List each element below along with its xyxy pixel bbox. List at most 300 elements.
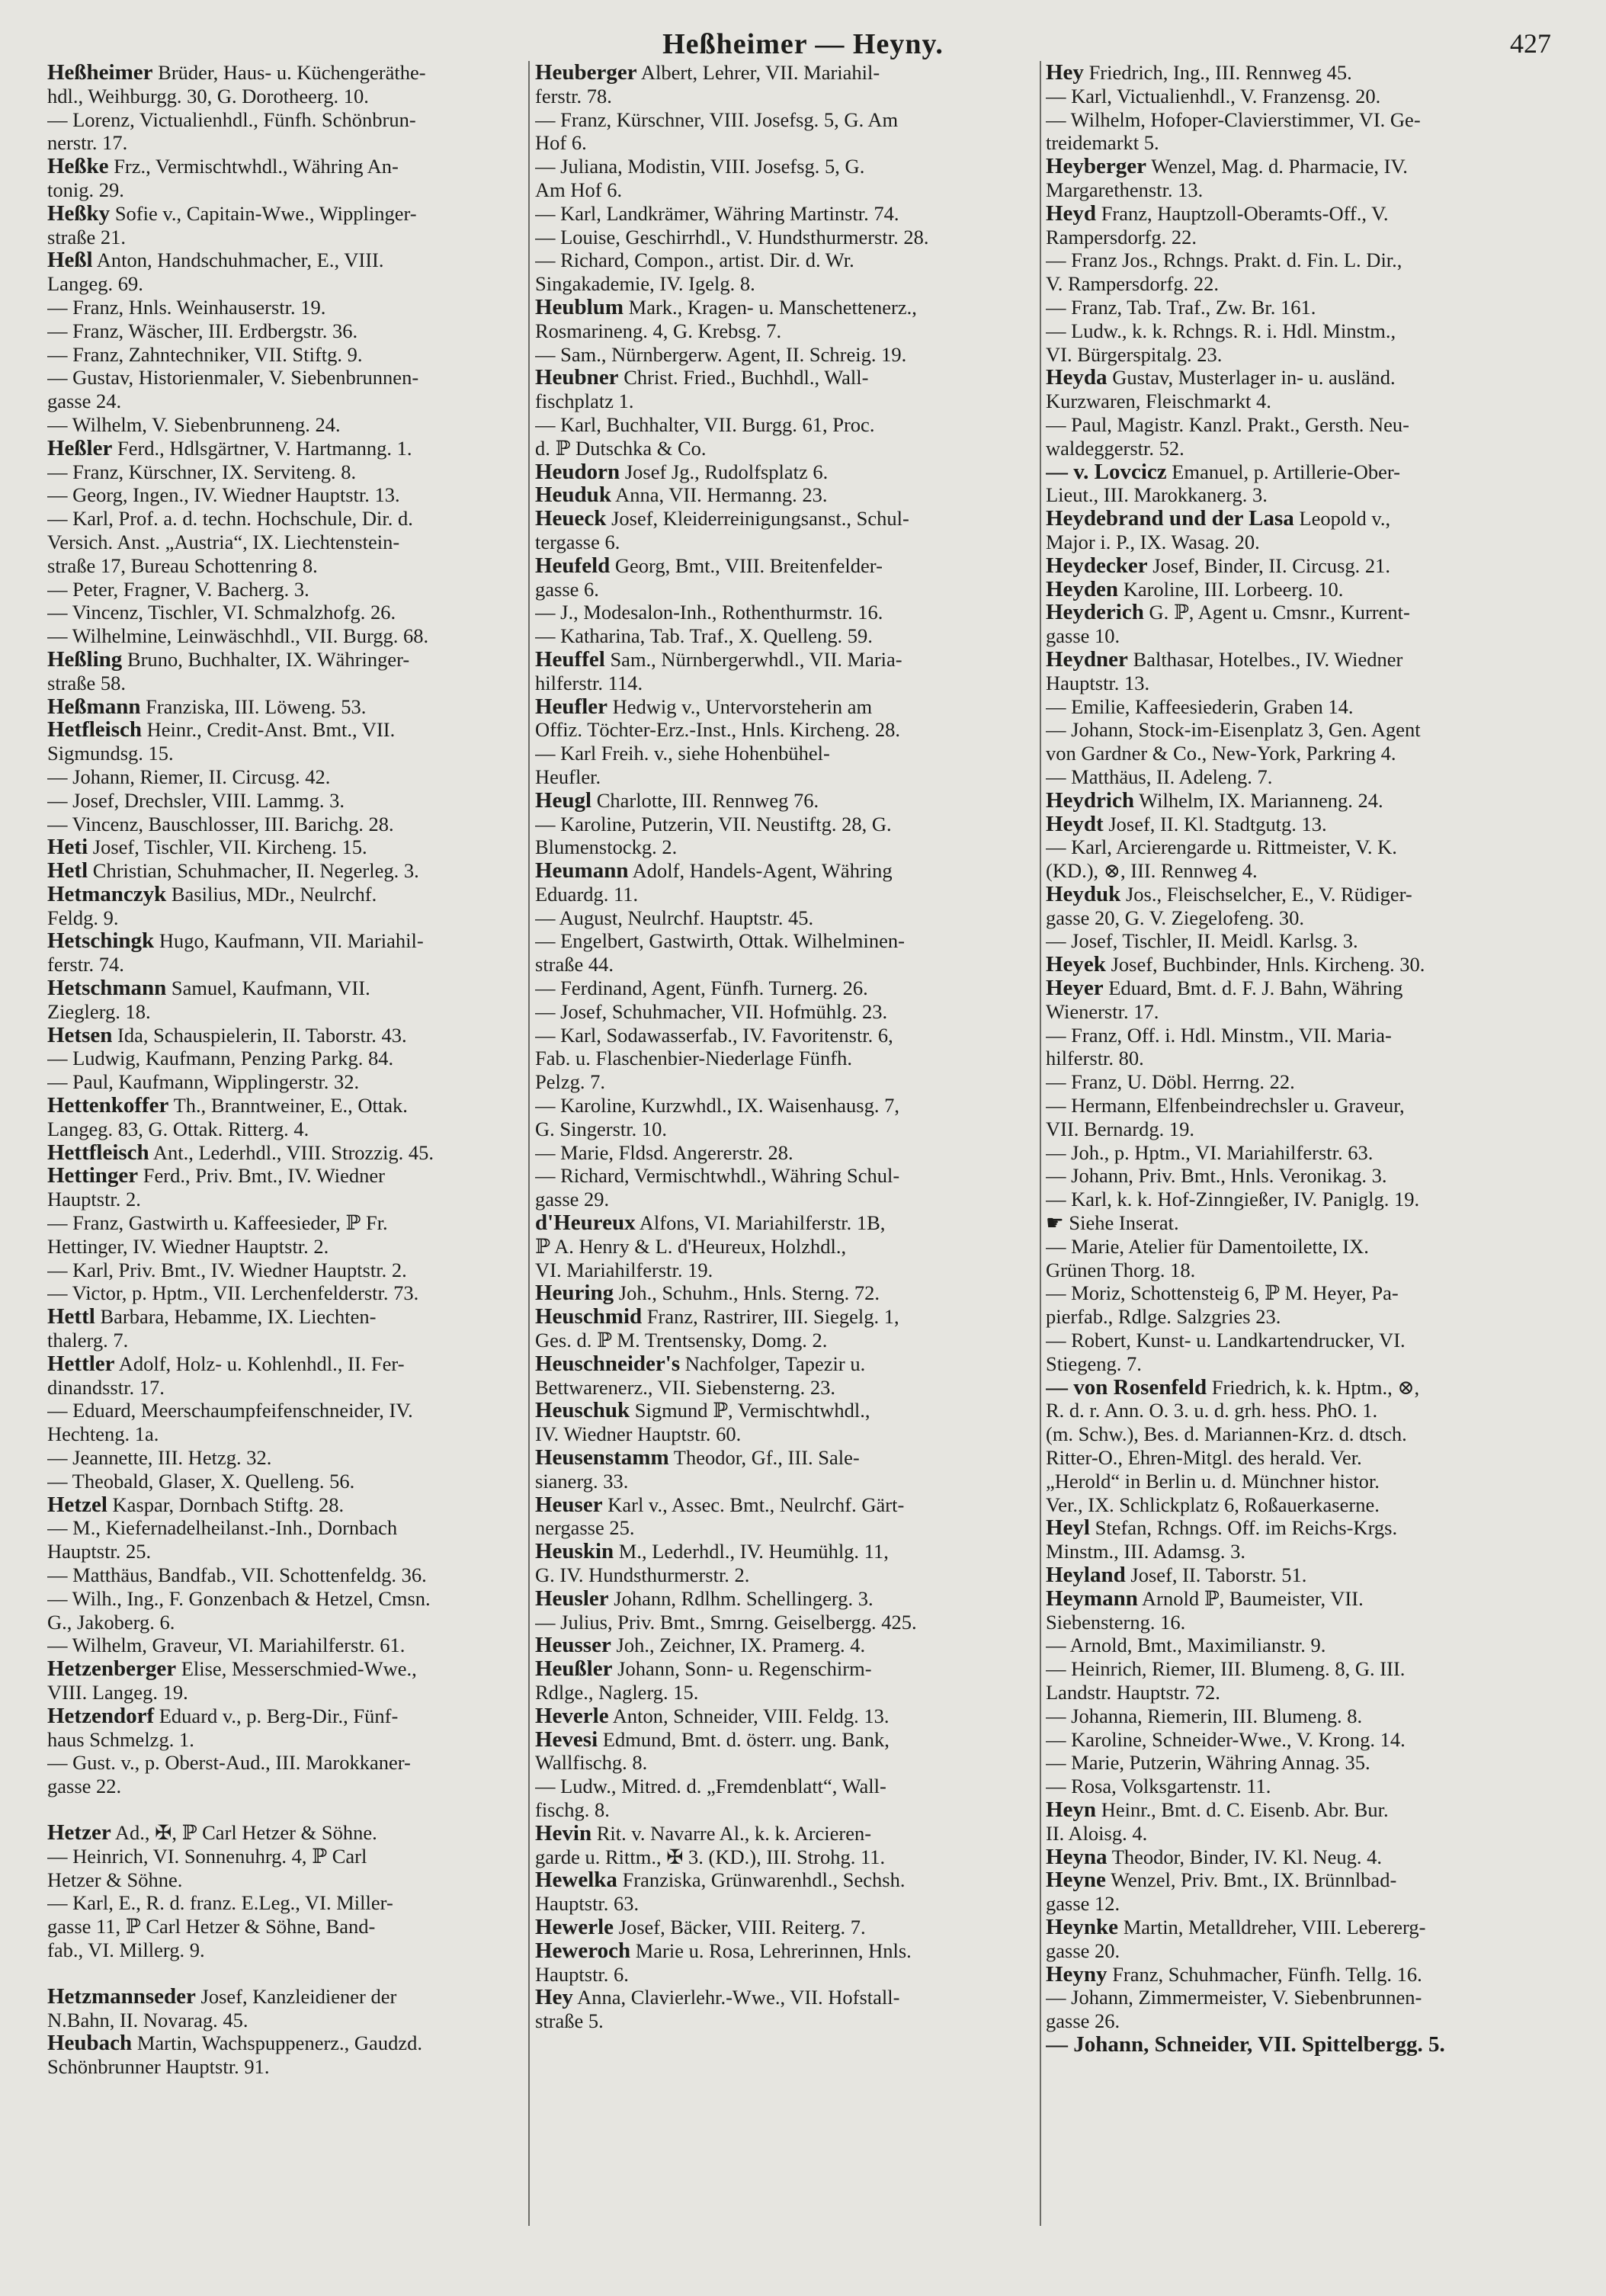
entry-surname: Heußler — [535, 1657, 613, 1681]
entry-text: — Franz, Kürschner, IX. Serviteng. 8. — [47, 460, 357, 483]
directory-entry-line — [535, 272, 1035, 296]
directory-entry-line — [1046, 483, 1555, 507]
entry-text: Ges. d. ℙ M. Trentsensky, Domg. 2. — [535, 1329, 828, 1352]
directory-entry-line — [47, 178, 524, 202]
directory-entry-line — [1046, 1446, 1555, 1470]
directory-entry-line — [535, 1470, 1035, 1493]
entry-text: Hof 6. — [535, 131, 587, 155]
directory-entry-line — [47, 296, 524, 319]
directory-entry-start — [535, 1728, 1035, 1752]
entry-text: — Juliana, Modistin, VIII. Josefsg. 5, G. — [535, 155, 865, 178]
entry-text: Sigmund ℙ, Vermischtwhdl., — [630, 1399, 870, 1422]
entry-text: — Franz, Kürschner, VIII. Josefsg. 5, G. Am — [535, 107, 899, 131]
directory-entry-start — [1046, 1798, 1555, 1822]
entry-text: — Joh., p. Hptm., VI. Mariahilferstr. 63. — [1046, 1140, 1374, 1164]
entry-text: Josef, Binder, II. Circusg. 21. — [1147, 553, 1391, 577]
entry-surname: Heubner — [535, 366, 619, 390]
entry-text: — Franz, U. Döbl. Herrng. 22. — [1046, 1070, 1295, 1094]
entry-text: — Karl, Landkrämer, Währing Martinstr. 74. — [535, 201, 899, 225]
entry-text: — Hermann, Elfenbeindrechsler u. Graveur, — [1046, 1094, 1405, 1118]
entry-text: ferstr. 78. — [535, 84, 612, 107]
directory-entry-line — [1046, 178, 1555, 202]
directory-entry-line — [535, 226, 1035, 249]
entry-surname: Heyda — [1046, 366, 1108, 390]
entry-text: Kurzwaren, Fleischmarkt 4. — [1046, 390, 1271, 413]
entry-text: von Gardner & Co., New-York, Parkring 4. — [1046, 742, 1396, 765]
entry-text: Ferd., Priv. Bmt., IV. Wiedner — [138, 1164, 385, 1188]
directory-entry-line — [535, 131, 1035, 155]
entry-text: — Rosa, Volksgartenstr. 11. — [1046, 1775, 1271, 1798]
entry-text: Theodor, Binder, IV. Kl. Neug. 4. — [1107, 1845, 1383, 1868]
entry-text: Christian, Schuhmacher, II. Negerleg. 3. — [88, 859, 419, 883]
entry-surname: Heuschuk — [535, 1399, 630, 1423]
directory-entry-line — [47, 1446, 524, 1470]
entry-text: — Eduard, Meerschaumpfeifenschneider, IV. — [47, 1399, 413, 1422]
directory-entry-line — [535, 390, 1035, 413]
entry-text: Rit. v. Navarre Al., k. k. Arcieren- — [591, 1821, 872, 1845]
entry-text: — Gust. v., p. Oberst-Aud., III. Marokkaner- — [47, 1751, 411, 1775]
entry-text: Ad., ✠, ℙ Carl Hetzer & Söhne. — [111, 1820, 377, 1844]
entry-text: Barbara, Hebamme, IX. Liechten- — [95, 1305, 377, 1329]
directory-entry-start — [535, 1868, 1035, 1892]
entry-surname: Heudorn — [535, 460, 620, 484]
directory-entry-start — [47, 1985, 524, 2009]
directory-entry-line — [47, 742, 524, 765]
directory-entry-start — [535, 859, 1035, 883]
entry-text: — Franz, Wäscher, III. Erdbergstr. 36. — [47, 319, 358, 342]
directory-entry-start — [535, 1493, 1035, 1517]
entry-text: — Johann, Stock-im-Eisenplatz 3, Gen. Agent — [1046, 718, 1421, 742]
entry-text: Blumenstockg. 2. — [535, 835, 678, 859]
entry-text: G. ℙ, Agent u. Cmsnr., Kurrent- — [1143, 601, 1410, 624]
directory-entry-line — [47, 765, 524, 789]
entry-text: — Katharina, Tab. Traf., X. Quelleng. 59. — [535, 624, 873, 648]
directory-entry-line — [1046, 390, 1555, 413]
directory-entry-line — [47, 1281, 524, 1305]
entry-text: (m. Schw.), Bes. d. Mariannen-Krz. d. dtsch. — [1046, 1422, 1407, 1446]
directory-entry-line — [535, 178, 1035, 202]
directory-entry-line — [1046, 249, 1555, 272]
entry-text: fischplatz 1. — [535, 390, 634, 413]
entry-text: — Engelbert, Gastwirth, Ottak. Wilhelminen- — [535, 929, 905, 953]
entry-surname: Heyd — [1046, 201, 1097, 226]
entry-text: II. Aloisg. 4. — [1046, 1821, 1148, 1845]
entry-text: Franz, Rastrirer, III. Siegelg. 1, — [642, 1305, 899, 1329]
directory-entry-line — [535, 1070, 1035, 1094]
directory-entry-line — [535, 929, 1035, 953]
entry-surname: Heusenstamm — [535, 1446, 669, 1470]
directory-column-1 — [47, 61, 524, 2079]
entry-surname: Hey — [1046, 61, 1084, 85]
directory-entry-start — [535, 1939, 1035, 1963]
entry-text: Margarethenstr. 13. — [1046, 178, 1204, 201]
entry-text: Wilhelm, IX. Marianneng. 24. — [1134, 788, 1383, 812]
entry-text: Josef, Bäcker, VIII. Reiterg. 7. — [614, 1915, 866, 1938]
entry-text: Georg, Bmt., VIII. Breitenfelder- — [610, 553, 883, 577]
entry-surname: Heßke — [47, 155, 109, 178]
entry-text: Singakademie, IV. Igelg. 8. — [535, 272, 755, 296]
entry-text: tergasse 6. — [535, 530, 620, 553]
directory-entry-start — [535, 296, 1035, 319]
directory-entry-line — [1046, 226, 1555, 249]
entry-text: Marie u. Rosa, Lehrerinnen, Hnls. — [630, 1938, 912, 1962]
entry-surname: Heyn — [1046, 1797, 1097, 1822]
page-header — [0, 27, 1606, 66]
directory-entry-line — [47, 1728, 524, 1752]
entry-text: waldeggerstr. 52. — [1046, 436, 1184, 460]
entry-text: Leopold v., — [1293, 507, 1391, 531]
entry-text: Schönbrunner Hauptstr. 91. — [47, 2055, 270, 2079]
entry-text: Josef, Tischler, VII. Kircheng. 15. — [88, 835, 367, 859]
entry-text: Eduard v., p. Berg-Dir., Fünf- — [154, 1704, 399, 1727]
directory-entry-start — [47, 1141, 524, 1165]
entry-text: Arnold ℙ, Baumeister, VII. — [1137, 1586, 1364, 1610]
entry-text: Sigmundsg. 15. — [47, 742, 174, 765]
entry-surname: Heßler — [47, 436, 113, 460]
directory-entry-line — [535, 85, 1035, 108]
directory-entry-line — [535, 1775, 1035, 1798]
entry-text: Sofie v., Capitain-Wwe., Wipplinger- — [110, 201, 417, 225]
directory-column-2 — [535, 61, 1035, 2033]
entry-text: Fab. u. Flaschenbier-Niederlage Fünfh. — [535, 1047, 852, 1070]
entry-text: — Franz Jos., Rchngs. Prakt. d. Fin. L. Dir., — [1046, 249, 1402, 272]
entry-surname: Heyduk — [1046, 882, 1121, 906]
directory-entry-line — [1046, 1164, 1555, 1188]
directory-entry-line — [1046, 906, 1555, 930]
directory-entry-line — [1046, 1704, 1555, 1728]
entry-text: Theodor, Gf., III. Sale- — [668, 1446, 860, 1470]
directory-entry-start — [47, 1305, 524, 1329]
directory-entry-line — [47, 624, 524, 648]
directory-entry-line — [1046, 1141, 1555, 1165]
entry-text: gasse 26. — [1046, 2009, 1120, 2033]
entry-text: G. IV. Hundsthurmerstr. 2. — [535, 1563, 750, 1586]
entry-text: Siebensterng. 16. — [1046, 1610, 1186, 1634]
entry-text: Josef, II. Taborstr. 51. — [1125, 1563, 1307, 1586]
entry-text: gasse 11, ℙ Carl Hetzer & Söhne, Band- — [47, 1915, 376, 1938]
directory-entry-start — [535, 1587, 1035, 1611]
directory-entry-start — [1046, 155, 1555, 178]
entry-text: hilferstr. 114. — [535, 671, 643, 694]
directory-entry-line — [47, 531, 524, 554]
entry-text: Ferd., Hdlsgärtner, V. Hartmanng. 1. — [112, 436, 412, 460]
entry-text: Hechteng. 1a. — [47, 1422, 159, 1446]
entry-text: Bettwarenerz., VII. Siebensterng. 23. — [535, 1375, 835, 1399]
entry-text: Stiegeng. 7. — [1046, 1352, 1142, 1375]
entry-text: ferstr. 74. — [47, 953, 124, 976]
entry-text: — Wilhelm, Hofoper-Clavierstimmer, VI. Ge- — [1046, 107, 1421, 131]
directory-entry-line — [535, 2009, 1035, 2033]
entry-text: Eduard, Bmt. d. F. J. Bahn, Währing — [1103, 976, 1403, 1000]
entry-text: Wenzel, Mag. d. Pharmacie, IV. — [1146, 155, 1408, 178]
entry-text: — Josef, Drechsler, VIII. Lammg. 3. — [47, 788, 345, 812]
directory-entry-start — [47, 859, 524, 883]
directory-entry-line — [47, 226, 524, 249]
entry-text: ☛ Siehe Inserat. — [1046, 1211, 1179, 1235]
entry-text: Heufler. — [535, 765, 601, 788]
entry-surname: Heßl — [47, 249, 93, 273]
entry-text: — Ludw., Mitred. d. „Fremdenblatt“, Wall- — [535, 1775, 886, 1798]
entry-text: Johann, Sonn- u. Regenschirm- — [612, 1657, 872, 1681]
directory-entry-line — [47, 131, 524, 155]
entry-text: Franziska, Grünwarenhdl., Sechsh. — [617, 1868, 906, 1892]
directory-entry-line — [1046, 718, 1555, 742]
entry-text: Ant., Lederhdl., VIII. Strozzig. 45. — [149, 1140, 434, 1164]
entry-surname: Heydrich — [1046, 788, 1134, 813]
entry-text: Heinr., Bmt. d. C. Eisenb. Abr. Bur. — [1096, 1797, 1389, 1821]
entry-text: — Johann, Priv. Bmt., Hnls. Veronikag. 3. — [1046, 1164, 1387, 1188]
entry-text: — Wilh., Ing., F. Gonzenbach & Hetzel, Cmsn. — [47, 1586, 431, 1610]
entry-text: Hedwig v., Untervorsteherin am — [607, 694, 873, 718]
entry-text: VIII. Langeg. 19. — [47, 1680, 188, 1704]
entry-surname: d'Heureux — [535, 1211, 636, 1235]
directory-entry-start — [47, 718, 524, 742]
directory-entry-line — [535, 835, 1035, 859]
entry-surname: Heßling — [47, 647, 123, 672]
entry-text: Frz., Vermischtwhdl., Währing An- — [108, 155, 399, 178]
entry-text: — August, Neulrchf. Hauptstr. 45. — [535, 906, 814, 929]
entry-text: Rdlge., Naglerg. 15. — [535, 1680, 699, 1704]
directory-entry-line — [47, 366, 524, 390]
directory-entry-start — [47, 2031, 524, 2055]
directory-entry-line — [1046, 531, 1555, 554]
entry-surname: — v. Lovcicz — [1046, 460, 1167, 484]
directory-entry-line — [47, 1845, 524, 1868]
entry-surname: Heti — [47, 835, 88, 860]
directory-entry-line — [47, 108, 524, 132]
entry-surname: Hettl — [47, 1305, 95, 1329]
directory-entry-line — [1046, 1493, 1555, 1517]
directory-entry-line — [535, 765, 1035, 789]
directory-entry-start — [47, 929, 524, 953]
directory-entry-line — [1046, 1070, 1555, 1094]
entry-text: Sam., Nürnbergerwhdl., VII. Maria- — [604, 647, 902, 671]
directory-entry-start — [1046, 953, 1555, 976]
entry-text: haus Schmelzg. 1. — [47, 1727, 194, 1751]
entry-text: — M., Kiefernadelheilanst.-Inh., Dornbach — [47, 1516, 398, 1540]
directory-entry-line — [1046, 2009, 1555, 2033]
entry-surname: Hetsen — [47, 1023, 113, 1047]
directory-entry-line — [1046, 1540, 1555, 1563]
directory-entry-start — [535, 1446, 1035, 1470]
directory-entry-line — [1046, 624, 1555, 648]
entry-text: — Karl, Arcierengarde u. Rittmeister, V. K. — [1046, 835, 1397, 859]
directory-entry-start — [1046, 202, 1555, 226]
directory-entry-line — [47, 1681, 524, 1704]
directory-entry-start — [1046, 1916, 1555, 1939]
entry-text: nerstr. 17. — [47, 131, 128, 155]
entry-text: — Peter, Fragner, V. Bacherg. 3. — [47, 577, 309, 601]
entry-surname: Hetl — [47, 859, 88, 883]
directory-entry-line — [47, 1376, 524, 1400]
entry-surname: Heuschneider's — [535, 1352, 681, 1376]
column-divider — [528, 61, 530, 2226]
entry-surname: — Johann, Schneider, VII. Spittelbergg. 5. — [1046, 2032, 1445, 2057]
entry-text: — Vincenz, Tischler, VI. Schmalzhofg. 26. — [47, 601, 396, 624]
directory-entry-line — [47, 272, 524, 296]
directory-entry-line — [535, 1259, 1035, 1282]
directory-entry-start — [47, 155, 524, 178]
directory-entry-start — [47, 883, 524, 906]
entry-text: Versich. Anst. „Austria“, IX. Liechtenstein- — [47, 530, 400, 553]
entry-text: hdl., Weihburgg. 30, G. Dorotheerg. 10. — [47, 84, 369, 107]
directory-entry-start — [535, 1211, 1035, 1235]
directory-entry-start — [47, 976, 524, 1000]
directory-entry-line — [535, 601, 1035, 624]
entry-text: Anton, Handschuhmacher, E., VIII. — [92, 249, 384, 272]
directory-entry-line — [47, 413, 524, 437]
directory-entry-line — [535, 953, 1035, 976]
directory-entry-start — [1046, 1563, 1555, 1587]
entry-text: Balthasar, Hotelbes., IV. Wiedner — [1127, 647, 1403, 671]
entry-text: Hettinger, IV. Wiedner Hauptstr. 2. — [47, 1234, 329, 1258]
directory-entry-line — [535, 1422, 1035, 1446]
entry-text: Franz, Schuhmacher, Fünfh. Tellg. 16. — [1107, 1962, 1422, 1986]
entry-text: G. Singerstr. 10. — [535, 1117, 667, 1140]
entry-surname: Heyek — [1046, 953, 1106, 977]
entry-text: Adolf, Handels-Agent, Währing — [628, 859, 893, 883]
directory-entry-start — [47, 1352, 524, 1376]
directory-entry-line — [1046, 1822, 1555, 1845]
directory-entry-start — [47, 1657, 524, 1681]
directory-entry-line — [535, 1024, 1035, 1047]
directory-entry-line — [47, 2009, 524, 2032]
entry-surname: Hettfleisch — [47, 1140, 149, 1165]
directory-entry-line — [47, 1540, 524, 1563]
entry-text: Zieglerg. 18. — [47, 999, 151, 1023]
directory-entry-line — [1046, 742, 1555, 765]
directory-entry-line — [1046, 1892, 1555, 1916]
directory-entry-start — [1046, 1845, 1555, 1869]
directory-entry-line — [47, 390, 524, 413]
directory-entry-start — [1046, 460, 1555, 484]
entry-text: sianerg. 33. — [535, 1469, 629, 1493]
entry-text: — Marie, Fldsd. Angererstr. 28. — [535, 1140, 793, 1164]
entry-text: fab., VI. Millerg. 9. — [47, 1938, 205, 1961]
directory-entry-line — [1046, 1259, 1555, 1282]
entry-surname: Heverle — [535, 1704, 609, 1728]
directory-entry-line — [535, 1798, 1035, 1822]
entry-text: — Marie, Atelier für Damentoilette, IX. — [1046, 1234, 1369, 1258]
directory-entry-start — [535, 61, 1035, 85]
entry-surname: Hevin — [535, 1821, 592, 1845]
directory-entry-line — [1046, 1047, 1555, 1070]
directory-entry-line — [1046, 1305, 1555, 1329]
directory-entry-line — [1046, 108, 1555, 132]
entry-text: — Arnold, Bmt., Maximilianstr. 9. — [1046, 1634, 1326, 1657]
entry-text: garde u. Rittm., ✠ 3. (KD.), III. Strohg. 11. — [535, 1845, 886, 1868]
entry-text: Feldg. 9. — [47, 906, 119, 929]
entry-text: „Herold“ in Berlin u. d. Münchner histor. — [1046, 1469, 1380, 1493]
directory-entry-start — [1046, 61, 1555, 85]
directory-entry-line — [47, 1047, 524, 1070]
directory-entry-line — [535, 1845, 1035, 1869]
directory-entry-line — [47, 601, 524, 624]
entry-text: — Robert, Kunst- u. Landkartendrucker, VI. — [1046, 1329, 1406, 1352]
directory-entry-line — [47, 507, 524, 531]
entry-text: — Heinrich, Riemer, III. Blumeng. 8, G. III. — [1046, 1657, 1406, 1681]
entry-text: — Gustav, Historienmaler, V. Siebenbrunnen- — [47, 366, 419, 390]
entry-surname: Heufeld — [535, 553, 611, 578]
entry-text: straße 5. — [535, 2009, 604, 2033]
directory-entry-line — [47, 1891, 524, 1915]
entry-surname: Hetschmann — [47, 976, 167, 1000]
entry-text: VI. Mariahilferstr. 19. — [535, 1258, 713, 1281]
entry-text: — Julius, Priv. Bmt., Smrng. Geiselbergg. 425. — [535, 1610, 917, 1634]
directory-entry-start — [1046, 1868, 1555, 1892]
directory-entry-line — [47, 1751, 524, 1775]
entry-text: gasse 10. — [1046, 624, 1120, 648]
directory-entry-line — [535, 1516, 1035, 1540]
entry-text: V. Rampersdorfg. 22. — [1046, 272, 1219, 296]
entry-text: Kaspar, Dornbach Stiftg. 28. — [107, 1493, 345, 1516]
entry-text: Rampersdorfg. 22. — [1046, 225, 1197, 249]
entry-text: Hauptstr. 2. — [47, 1188, 141, 1211]
directory-entry-line — [535, 906, 1035, 930]
directory-entry-line — [1046, 1024, 1555, 1047]
directory-entry-start — [47, 249, 524, 272]
directory-entry-line — [47, 1211, 524, 1235]
entry-text: Offiz. Töchter-Erz.-Inst., Hnls. Kircheng. 28. — [535, 718, 901, 742]
directory-entry-start — [535, 695, 1035, 719]
directory-entry-line — [47, 1611, 524, 1634]
entry-surname: Heyna — [1046, 1845, 1108, 1869]
directory-entry-line — [47, 1118, 524, 1141]
directory-entry-line — [47, 85, 524, 108]
entry-surname: Heweroch — [535, 1938, 631, 1963]
directory-entry-start — [1046, 789, 1555, 813]
directory-entry-line — [535, 1681, 1035, 1704]
directory-entry-line — [1046, 296, 1555, 319]
entry-surname: Heublum — [535, 295, 624, 319]
directory-entry-start — [535, 1986, 1035, 2009]
directory-entry-start — [1046, 578, 1555, 601]
directory-entry-line — [1046, 929, 1555, 953]
directory-entry-line — [535, 976, 1035, 1000]
entry-text: treidemarkt 5. — [1046, 131, 1159, 155]
directory-entry-line — [535, 1892, 1035, 1916]
directory-entry-line — [535, 672, 1035, 695]
directory-entry-line — [1046, 1611, 1555, 1634]
entry-text: straße 44. — [535, 953, 614, 976]
entry-text: — Franz, Off. i. Hdl. Minstm., VII. Maria- — [1046, 1023, 1392, 1047]
entry-text: — Georg, Ingen., IV. Wiedner Hauptstr. 13. — [47, 483, 400, 507]
directory-entry-line — [1046, 1211, 1555, 1235]
directory-entry-line — [1046, 272, 1555, 296]
entry-surname: Heßmann — [47, 694, 141, 719]
entry-text: Josef Jg., Rudolfsplatz 6. — [620, 460, 829, 483]
entry-text: Albert, Lehrer, VII. Mariahil- — [636, 61, 880, 84]
directory-entry-start — [535, 1822, 1035, 1845]
entry-text: — Franz, Hnls. Weinhauserstr. 19. — [47, 295, 326, 319]
directory-entry-line — [1046, 437, 1555, 460]
entry-surname: Heyberger — [1046, 155, 1147, 178]
entry-text: — Jeannette, III. Hetzg. 32. — [47, 1446, 272, 1470]
entry-surname: Heusser — [535, 1634, 611, 1658]
entry-surname: Heynke — [1046, 1915, 1119, 1939]
column-divider — [1040, 61, 1041, 2226]
directory-entry-line — [47, 1259, 524, 1282]
entry-text: Charlotte, III. Rennweg 76. — [591, 788, 819, 812]
entry-text: — Matthäus, II. Adeleng. 7. — [1046, 765, 1273, 788]
entry-text: — Johanna, Riemerin, III. Blumeng. 8. — [1046, 1704, 1363, 1727]
directory-entry-start — [1046, 976, 1555, 1000]
directory-entry-line — [535, 319, 1035, 343]
directory-entry-line — [47, 1188, 524, 1211]
directory-entry-start — [47, 1493, 524, 1517]
entry-text: Lieut., III. Marokkanerg. 3. — [1046, 483, 1268, 507]
entry-surname: Hettenkoffer — [47, 1094, 169, 1118]
